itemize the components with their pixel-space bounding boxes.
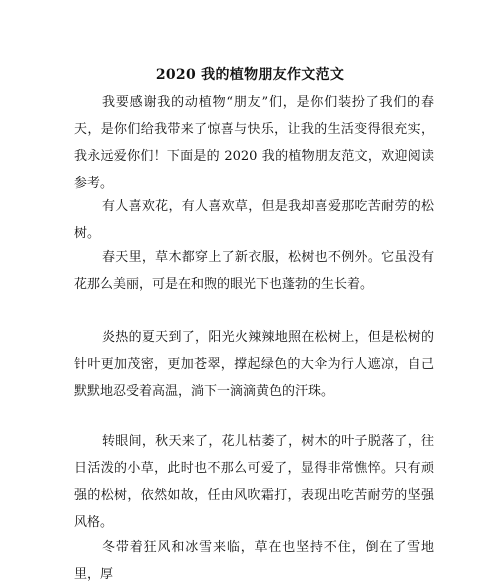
paragraph-autumn: 转眼间，秋天来了，花儿枯萎了，树木的叶子脱落了，往日活泼的小草，此时也不那么可爱了，显得非常憔悴。只有顽强的松树，依然如故，任由风吹霜打，表现出吃苦耐劳的坚强风格。 xyxy=(74,434,434,530)
paragraph-spring: 春天里，草木都穿上了新衣服，松树也不例外。它虽没有花那么美丽，可是在和煦的眼光下也蓬勃的生长着。 xyxy=(74,250,434,292)
paragraph-1: 有人喜欢花，有人喜欢草，但是我却喜爱那吃苦耐劳的松树。 xyxy=(74,199,434,241)
paragraph-summer: 炎热的夏天到了，阳光火辣辣地照在松树上，但是松树的针叶更加茂密，更加苍翠，撑起绿色的大伞为行人遮凉，自己默默地忍受着高温，淌下一滴滴黄色的汗珠。 xyxy=(74,330,434,399)
paragraph-winter: 冬带着狂风和冰雪来临，草在也坚持不住，倒在了雪地里，厚 xyxy=(74,540,434,582)
paragraph-intro: 我要感谢我的动植物“朋友”们，是你们装扮了我们的春天，是你们给我带来了惊喜与快乐，让我的生活变得很充实，我永远爱你们！下面是的 2020 我的植物朋友范文，欢迎阅读参考。 xyxy=(74,95,434,191)
document-title: 2020 我的植物朋友作文范文 xyxy=(155,67,345,83)
